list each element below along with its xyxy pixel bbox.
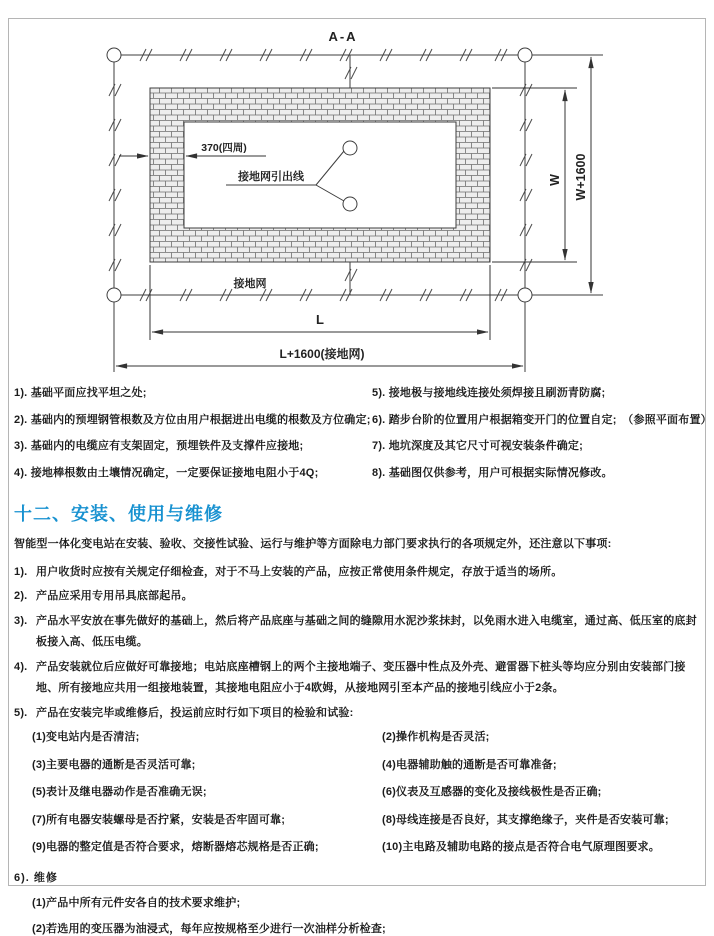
- check-item: (4)电器辅助触的通断是否可靠准备;: [382, 758, 557, 771]
- dimension-w: [492, 88, 577, 262]
- maintenance-sub-item: (1)产品中所有元件安各自的技术要求维护;: [32, 896, 241, 909]
- check-item: (7)所有电器安装螺母是否拧紧，安装是否牢固可靠;: [32, 813, 286, 826]
- note-7: 7). 地坑深度及其它尺寸可视安装条件确定;: [372, 440, 583, 452]
- check-item: (10)主电路及辅助电路的接点是否符合电气原理图要求。: [382, 841, 660, 854]
- list-item: [14, 586, 704, 607]
- item-number: 4).: [14, 660, 28, 673]
- maintenance-title: 维修: [33, 871, 58, 884]
- item-number: 5).: [14, 706, 28, 719]
- list-item: [14, 657, 704, 700]
- ground-grid-label: 接地网: [233, 278, 267, 290]
- inspection-checklist: [32, 728, 704, 866]
- maintenance-sub-item: (2)若选用的变压器为油浸式，每年应按规格至少进行一次油样分析检查;: [32, 922, 386, 935]
- foundation-notes: [0, 380, 714, 490]
- maintenance-block: [14, 869, 704, 936]
- foundation-notes-right: [372, 384, 712, 490]
- item-number: 6).: [14, 871, 30, 884]
- section-intro: 智能型一体化变电站在安装、验收、交接性试验、运行与维护等方面除电力部门要求执行的各项规定外，还注意以下事项:: [14, 538, 612, 550]
- foundation-section-diagram: [0, 10, 714, 380]
- note-5: 5). 接地极与接地线连接处须焊接且刷沥青防腐;: [372, 387, 606, 399]
- document-page: [0, 10, 714, 935]
- section-cut-label: A-A: [328, 29, 358, 44]
- dim-w-total-label: W+1600: [574, 153, 588, 201]
- note-8: 8). 基础图仅供参考，用户可根据实际情况修改。: [372, 466, 613, 479]
- item-number: 3).: [14, 614, 28, 627]
- wall-dim-label: 370(四周): [201, 142, 247, 154]
- dim-w-label: W: [548, 174, 562, 186]
- note-6: 6). 踏步台阶的位置用户根据箱变开门的位置自定; （参照平面布置）: [372, 413, 712, 426]
- dimension-l: [150, 265, 490, 340]
- check-item: (2)操作机构是否灵活;: [382, 731, 490, 744]
- lead-out-label: 接地网引出线: [238, 171, 304, 183]
- check-item: (9)电器的整定值是否符合要求，熔断器熔芯规格是否正确;: [32, 841, 319, 854]
- item-text: 产品水平安放在事先做好的基础上，然后将产品底座与基础之间的缝隙用水泥沙浆抹封，以免雨水进入电缆室，通过高、低压室的底封板接入高、低压电缆。: [36, 614, 697, 649]
- section-title: 十二、安装、使用与维修: [14, 504, 223, 524]
- item-number: 1).: [14, 566, 28, 578]
- check-item: (3)主要电器的通断是否灵活可靠;: [32, 758, 196, 771]
- item-text: 用户收货时应按有关规定仔细检查，对于不马上安装的产品，应按正常使用条件规定，存放于适当的场所。: [36, 566, 563, 578]
- dim-l-total-label: L+1600(接地网): [279, 347, 365, 361]
- note-2: 2). 基础内的预埋钢管根数及方位由用户根据进出电缆的根数及方位确定;: [14, 413, 371, 426]
- check-item: (1)变电站内是否清洁;: [32, 731, 140, 744]
- item-text: 产品安装就位后应做好可靠接地；电站底座槽钢上的两个主接地端子、变压器中性点及外壳、避雷器下桩头等均应分别由安装部门接地、所有接地应共用一组接地装置，其接地电阻应小于4欧姆，从接地网引至本产品的接地引线应小于2条。: [36, 660, 686, 695]
- list-item: [14, 611, 704, 654]
- section-items: [14, 562, 704, 724]
- dim-l-label: L: [316, 312, 324, 327]
- item-text: 产品应采用专用吊具底部起吊。: [36, 590, 193, 603]
- check-item: (5)表计及继电器动作是否准确无误;: [32, 786, 207, 799]
- check-item: (8)母线连接是否良好，其支撑绝缘子，夹件是否安装可靠;: [382, 813, 669, 826]
- note-3: 3). 基础内的电缆应有支架固定，预埋铁件及支撑件应接地;: [14, 440, 304, 452]
- list-item: [14, 703, 704, 724]
- item-number: 2).: [14, 590, 28, 603]
- maintenance-heading: [14, 869, 704, 885]
- item-text: 产品在安装完毕或维修后，投运前应时行如下项目的检验和试验:: [36, 706, 354, 719]
- check-item: (6)仪表及互感器的变化及接线极性是否正确;: [382, 786, 602, 799]
- page-content: [0, 10, 714, 936]
- list-item: [14, 562, 704, 583]
- brick-foundation: [150, 88, 490, 262]
- note-4: 4). 接地棒根数由土壤情况确定，一定要保证接地电阻小于4Q;: [14, 466, 319, 479]
- note-1: 1). 基础平面应找平坦之处;: [14, 387, 147, 399]
- foundation-notes-left: [14, 384, 372, 490]
